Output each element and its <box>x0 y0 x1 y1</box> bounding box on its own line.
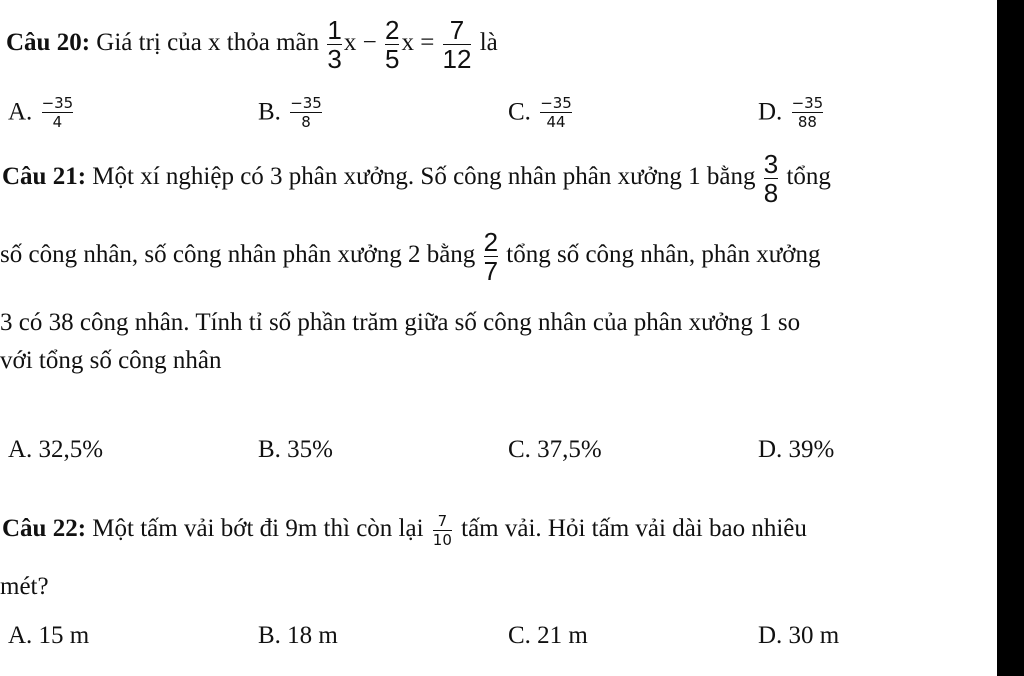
q22-option-a[interactable]: A. 15 m <box>8 622 90 649</box>
fraction-two-fifths: $\frac{2}{5}$ <box>384 15 400 74</box>
question-21-text-1: Một xí nghiệp có 3 phân xưởng. Số công nhân phân xưởng 1 bằng <box>86 163 762 191</box>
q20-option-d[interactable]: D. $\frac{-35}{88}$ <box>758 94 826 131</box>
q22-option-c[interactable]: C. 21 m <box>508 622 588 649</box>
q22-option-b[interactable]: B. 18 m <box>258 622 338 649</box>
q21-option-a[interactable]: A. 32,5% <box>8 436 104 463</box>
question-22-line-1 <box>2 512 807 549</box>
q20-option-a-fraction: $\frac{-35}{4}$ <box>41 94 74 131</box>
question-20-minus-term: x − <box>343 29 383 57</box>
question-22-label: Câu 22: <box>2 515 87 543</box>
q20-option-b-fraction: $\frac{-35}{8}$ <box>290 94 322 131</box>
right-edge-border <box>997 0 1024 676</box>
question-21-line-3: 3 có 38 công nhân. Tính tỉ số phần trăm giữa số công nhân của phân xưởng 1 so <box>0 309 801 336</box>
question-20-stem <box>6 16 498 73</box>
q20-option-b[interactable]: B. $\frac{-35}{8}$ <box>258 94 325 131</box>
fraction-two-sevenths: $\frac{2}{7}$ <box>483 227 499 286</box>
fraction-three-eighths: $\frac{3}{8}$ <box>763 149 779 208</box>
question-21-line-1 <box>2 150 831 207</box>
question-20-label: Câu 20: <box>6 29 91 57</box>
question-22-line-2: mét? <box>0 573 49 600</box>
fraction-seven-tenths: $\frac{7}{10}$ <box>432 512 452 549</box>
question-20-equals: x = <box>401 29 441 57</box>
q20-option-a[interactable]: A. $\frac{-35}{4}$ <box>8 94 76 131</box>
question-20-text: Giá trị của x thỏa mãn <box>90 29 326 57</box>
q20-option-d-fraction: $\frac{-35}{88}$ <box>791 94 824 131</box>
q21-option-b[interactable]: B. 35% <box>258 436 333 463</box>
q22-option-d[interactable]: D. 30 m <box>758 622 840 649</box>
question-21-text-2-end: tổng số công nhân, phân xưởng <box>500 241 821 269</box>
q20-option-c[interactable]: C. $\frac{-35}{44}$ <box>508 94 575 131</box>
q20-option-c-fraction: $\frac{-35}{44}$ <box>540 94 572 131</box>
question-22-text-1: Một tấm vải bớt đi 9m thì còn lại <box>86 515 430 543</box>
question-21-text-2: số công nhân, số công nhân phân xưởng 2 bằng <box>0 241 482 269</box>
question-21-label: Câu 21: <box>2 163 87 191</box>
question-21-line-4: với tổng số công nhân <box>0 347 222 374</box>
question-20-end: là <box>473 29 498 57</box>
fraction-one-third: $\frac{1}{3}$ <box>327 15 342 74</box>
q21-option-d[interactable]: D. 39% <box>758 436 835 463</box>
question-21-line-2 <box>0 228 821 285</box>
fraction-seven-twelfths: $\frac{7}{12}$ <box>442 15 472 74</box>
question-21-text-1-end: tổng <box>780 163 831 191</box>
question-22-text-1-end: tấm vải. Hỏi tấm vải dài bao nhiêu <box>454 515 807 543</box>
q21-option-c[interactable]: C. 37,5% <box>508 436 602 463</box>
